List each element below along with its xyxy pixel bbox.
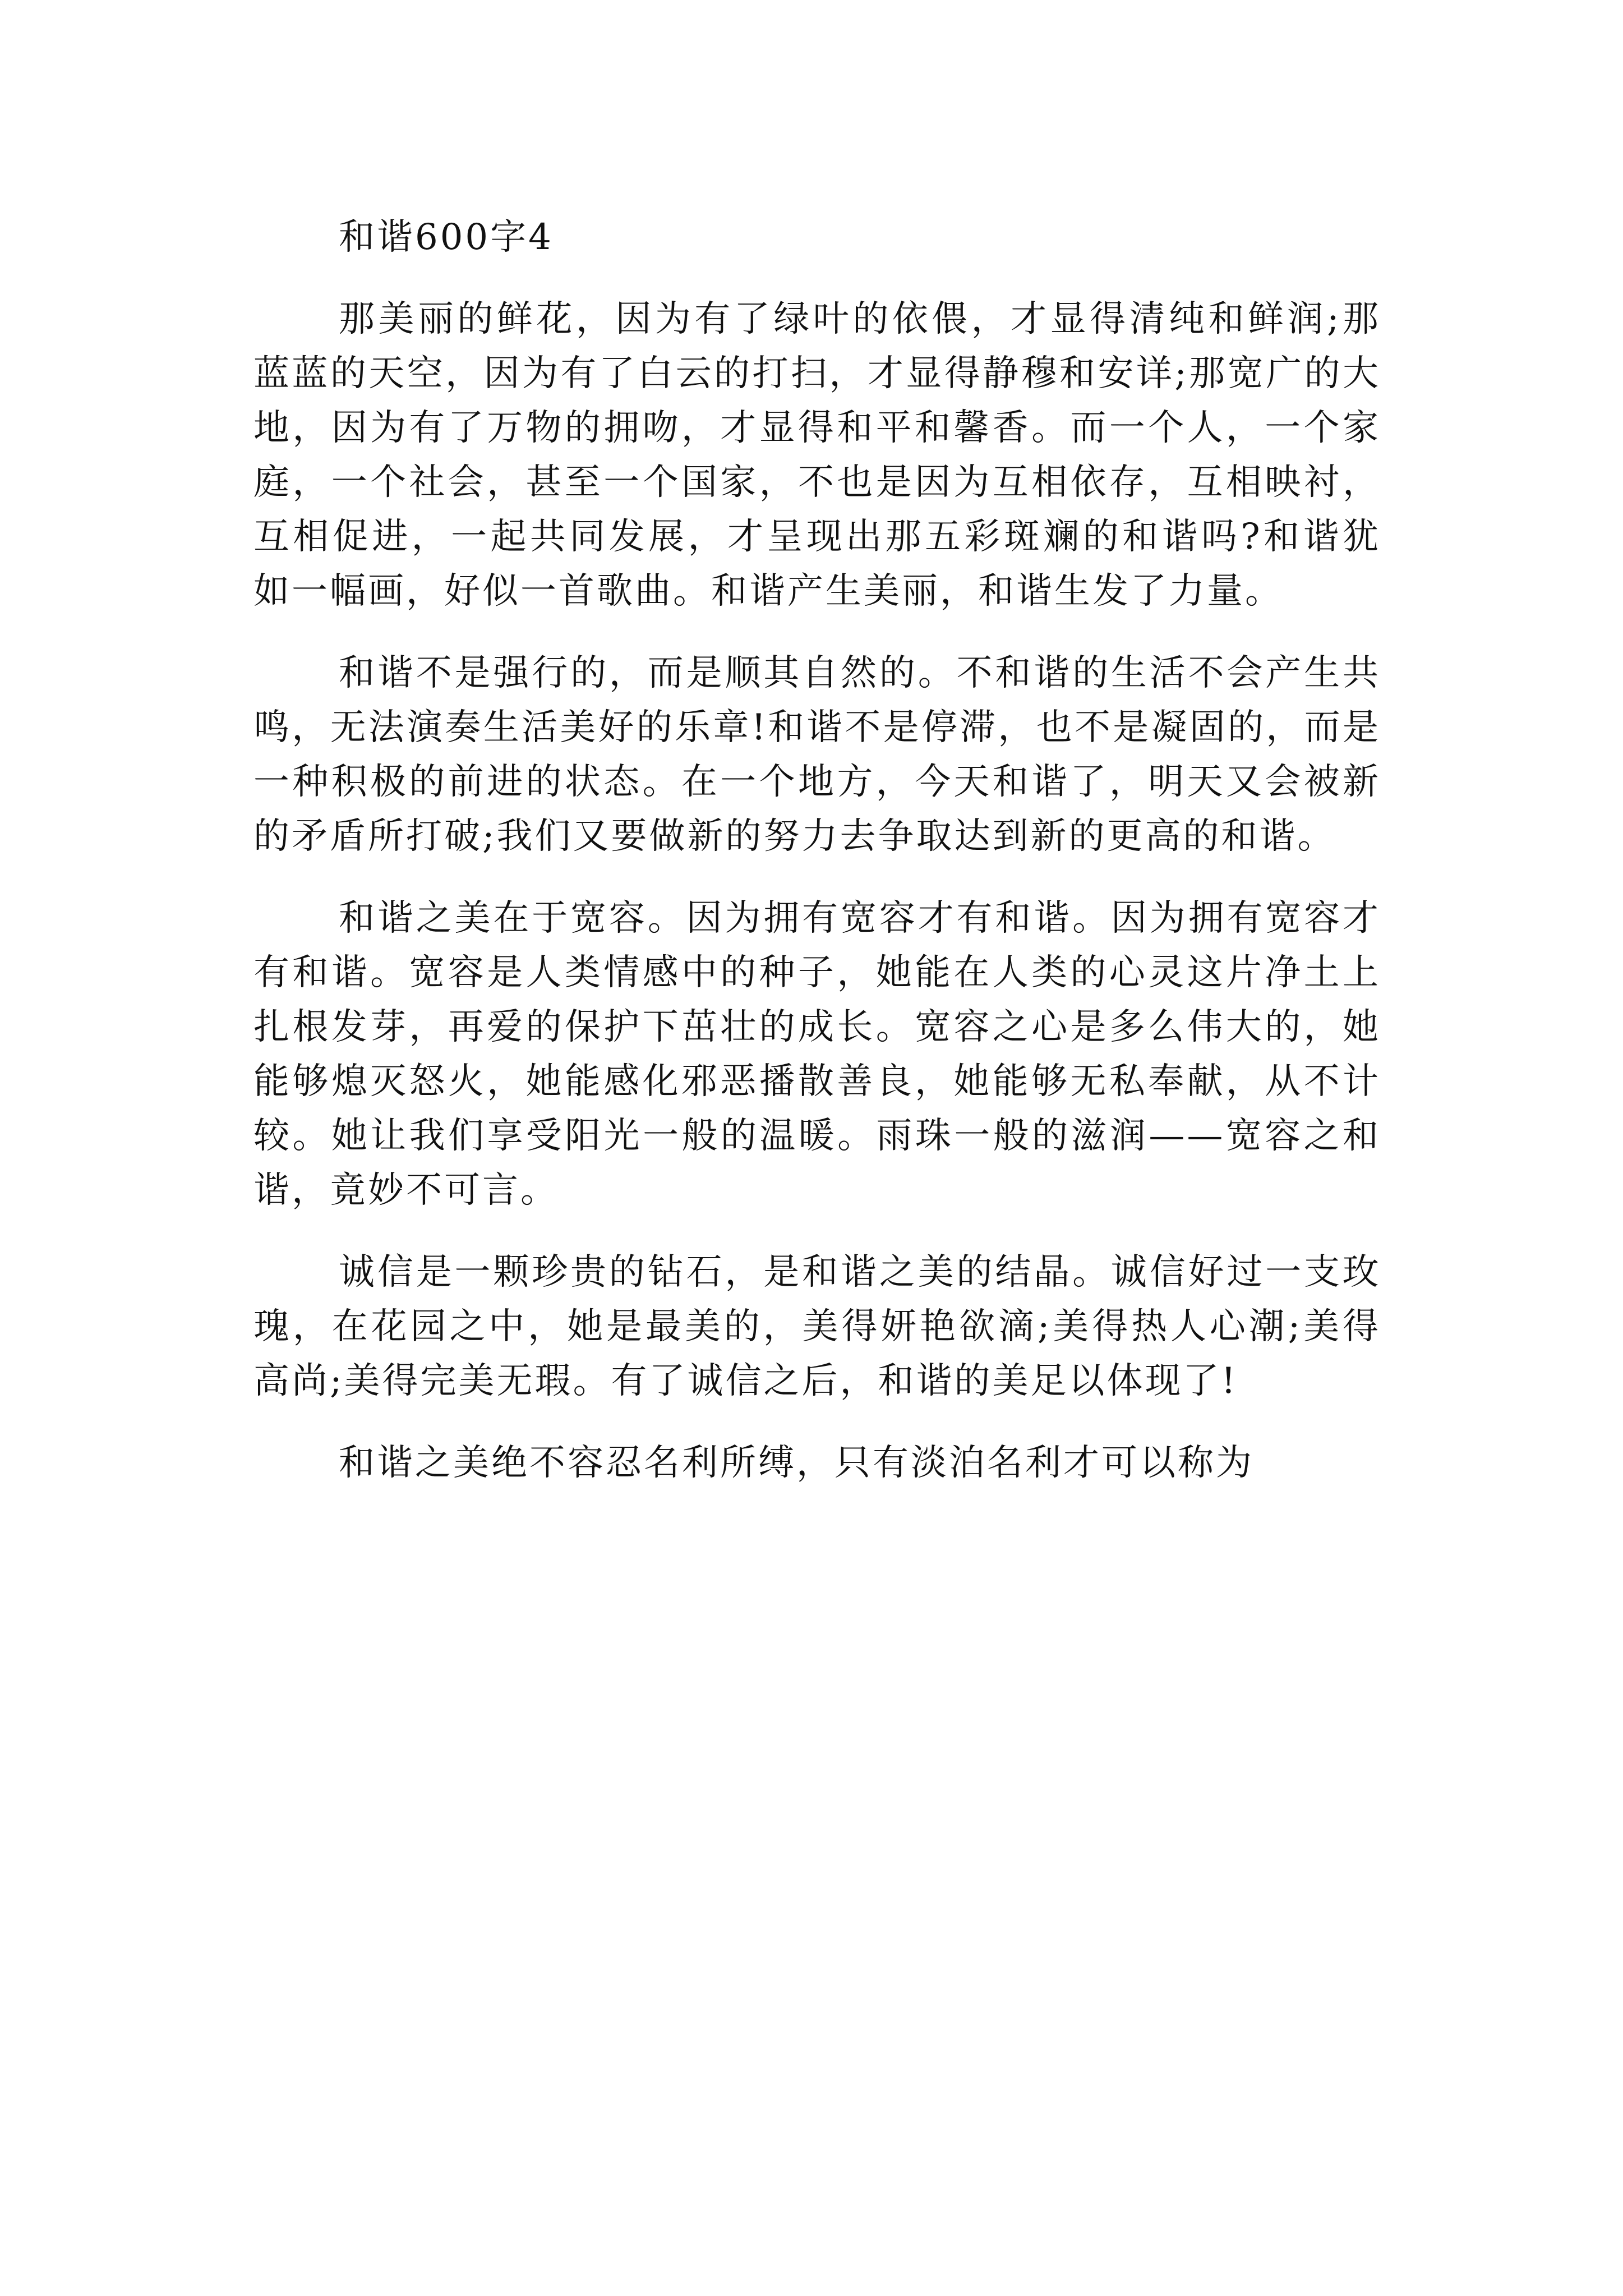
- paragraph-4: 诚信是一颗珍贵的钻石，是和谐之美的结晶。诚信好过一支玫瑰，在花园之中，她是最美的，美得妍艳欲滴;美得热人心潮;美得高尚;美得完美无瑕。有了诚信之后，和谐的美足以体现了!: [253, 1251, 1381, 1402]
- paragraph-3: 和谐之美在于宽容。因为拥有宽容才有和谐。因为拥有宽容才有和谐。宽容是人类情感中的种子，她能在人类的心灵这片净土上扎根发芽，再爱的保护下茁壮的成长。宽容之心是多么伟大的，她能够熄灭怒火，她能感化邪恶播散善良，她能够无私奉献，从不计较。她让我们享受阳光一般的温暖。雨珠一般的滋润——宽容之和谐，竟妙不可言。: [253, 898, 1381, 1211]
- paragraph-1: 那美丽的鲜花，因为有了绿叶的依偎，才显得清纯和鲜润;那蓝蓝的天空，因为有了白云的打扫，才显得静穆和安详;那宽广的大地，因为有了万物的拥吻，才显得和平和馨香。而一个人，一个家庭，一个社会，甚至一个国家，不也是因为互相依存，互相映衬，互相促进，一起共同发展，才呈现出那五彩斑斓的和谐吗?和谐犹如一幅画，好似一首歌曲。和谐产生美丽，和谐生发了力量。: [253, 298, 1381, 612]
- document-body: [253, 210, 1381, 1518]
- paragraph-5: 和谐之美绝不容忍名利所缚，只有淡泊名利才可以称为: [339, 1442, 1254, 1484]
- paragraph-2: 和谐不是强行的，而是顺其自然的。不和谐的生活不会产生共鸣，无法演奏生活美好的乐章!和谐不是停滞，也不是凝固的，而是一种积极的前进的状态。在一个地方，今天和谐了，明天又会被新的矛盾所打破;我们又要做新的努力去争取达到新的更高的和谐。: [253, 652, 1381, 857]
- document-title: 和谐600字4: [339, 217, 554, 258]
